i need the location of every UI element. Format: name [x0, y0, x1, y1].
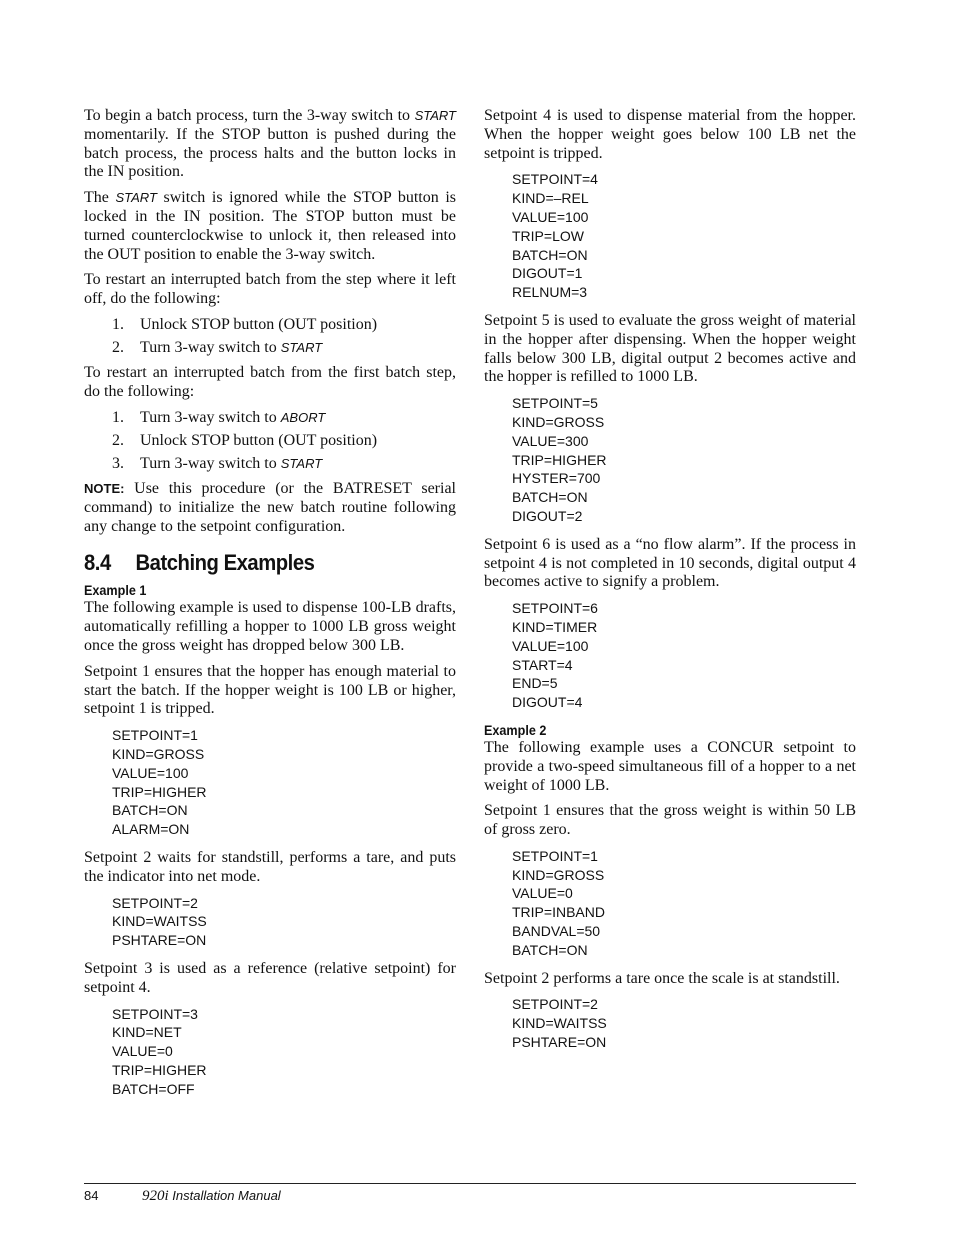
list-item: 1. Unlock STOP button (OUT position): [112, 315, 378, 333]
example-2-setpoint-1-description: Setpoint 1 ensures that the gross weight is within 50 LB of gross zero.: [484, 802, 856, 839]
text: Unlock STOP button (OUT position): [140, 431, 378, 449]
code-block-setpoint-1: [112, 726, 456, 839]
list-item: 2. Turn 3-way switch to START: [112, 339, 323, 357]
paragraph-begin-batch: [84, 107, 456, 182]
code-line: VALUE=0: [112, 1043, 173, 1060]
code-line: KIND=GROSS: [112, 746, 205, 763]
code-line: VALUE=0: [512, 885, 573, 902]
code-line: KIND=WAITSS: [112, 913, 207, 930]
section-title: Batching Examples: [135, 550, 315, 576]
text: To begin a batch process, turn the 3-way switch to: [84, 107, 415, 124]
text: The: [84, 189, 116, 207]
setpoint-5-description: Setpoint 5 is used to evaluate the gross weight of material in the hopper after dispensing. When the hopper weight falls below 300 LB, digital output 2 becomes active and the hopper is refilled to 1000 LB.: [484, 311, 856, 386]
example-2-heading: Example 2: [484, 721, 547, 738]
start-term: START: [115, 190, 157, 206]
setpoint-2-description: Setpoint 2 waits for standstill, performs a tare, and puts the indicator into net mode.: [84, 849, 456, 885]
code-line: VALUE=100: [512, 637, 589, 654]
footer-divider: [84, 1183, 856, 1184]
code-line: SETPOINT=6: [512, 600, 598, 617]
code-line: SETPOINT=4: [512, 171, 598, 188]
text: switch is ignored while the STOP button is locked in the IN position. The STOP button must be turned counterclockwise to unlock it, then released into the OUT position to enable the 3-way switch.: [84, 189, 456, 263]
code-line: DIGOUT=2: [512, 507, 583, 524]
paragraph-restart-left-off: To restart an interrupted batch from the step where it left off, do the following:: [84, 271, 456, 308]
example-2-setpoint-2-description: Setpoint 2 performs a tare once the scale is at standstill.: [484, 969, 840, 987]
code-line: KIND=GROSS: [512, 413, 605, 430]
code-line: HYSTER=700: [512, 470, 601, 487]
paragraph-start-ignored: [84, 189, 456, 264]
code-line: SETPOINT=2: [112, 894, 198, 911]
code-block-setpoint-6: [512, 599, 856, 712]
manual-title: Installation Manual: [168, 1188, 281, 1203]
list-text: [112, 455, 322, 472]
code-block-setpoint-4: [512, 170, 856, 302]
page-footer: [84, 1188, 281, 1205]
example-1-heading: Example 1: [84, 582, 147, 599]
code-line: KIND=WAITSS: [512, 1015, 607, 1032]
code-line: DIGOUT=1: [512, 265, 583, 282]
code-block-example-2-setpoint-2: [512, 995, 856, 1051]
code-line: DIGOUT=4: [512, 694, 583, 711]
code-line: KIND=TIMER: [512, 618, 598, 635]
code-line: VALUE=100: [512, 208, 589, 225]
code-line: PSHTARE=ON: [512, 1034, 607, 1051]
steps-list-2: [84, 409, 456, 474]
paragraph-restart-first-step: To restart an interrupted batch from the first batch step, do the following:: [84, 364, 456, 400]
code-line: START=4: [512, 656, 573, 673]
code-line: TRIP=HIGHER: [112, 783, 207, 800]
note-text: Use this procedure (or the BATRESET serial command) to initialize the new batch routine following any change to the setpoint configuration.: [84, 480, 456, 535]
section-number: 8.4: [84, 550, 111, 576]
start-term: START: [414, 108, 456, 123]
switch-term: START: [280, 340, 323, 356]
code-line: BATCH=OFF: [112, 1080, 195, 1097]
code-line: BATCH=ON: [512, 941, 588, 958]
code-line: TRIP=INBAND: [512, 904, 605, 921]
code-line: SETPOINT=3: [112, 1005, 198, 1022]
left-column: [84, 107, 456, 1109]
list-text: [112, 409, 325, 426]
code-line: SETPOINT=1: [112, 727, 198, 744]
code-line: SETPOINT=5: [512, 395, 598, 412]
setpoint-1-description: Setpoint 1 ensures that the hopper has enough material to start the batch. If the hopper weight is 100 LB or higher, setpoint 1 is tripped.: [84, 662, 456, 718]
code-line: TRIP=HIGHER: [512, 451, 607, 468]
setpoint-6-description: Setpoint 6 is used as a “no flow alarm”. If the process in setpoint 4 is not completed in 10 seconds, digital output 4 becomes active to signify a problem.: [484, 535, 856, 591]
text: Turn 3-way switch to: [140, 455, 281, 473]
code-line: TRIP=HIGHER: [112, 1061, 207, 1078]
list-item: 3. Turn 3-way switch to START: [112, 455, 323, 473]
list-item: 2. Unlock STOP button (OUT position): [112, 431, 378, 449]
code-line: END=5: [512, 675, 558, 692]
code-line: BATCH=ON: [512, 489, 588, 506]
code-line: SETPOINT=1: [512, 847, 598, 864]
note-label: NOTE:: [84, 481, 125, 497]
steps-list-1: [84, 316, 456, 358]
code-line: SETPOINT=2: [512, 996, 598, 1013]
list-text: [112, 339, 322, 356]
switch-term: START: [280, 456, 323, 472]
code-line: VALUE=300: [512, 432, 589, 449]
setpoint-3-description: Setpoint 3 is used as a reference (relative setpoint) for setpoint 4.: [84, 959, 456, 996]
note-paragraph: [84, 480, 456, 536]
code-line: BANDVAL=50: [512, 923, 601, 940]
example-1-intro: The following example is used to dispense 100-LB drafts, automatically refilling a hopper to 1000 LB gross weight once the gross weight has dropped below 300 LB.: [84, 599, 456, 655]
code-block-setpoint-2: [112, 894, 456, 950]
text: Turn 3-way switch to: [140, 408, 281, 426]
code-line: KIND=–REL: [512, 190, 589, 207]
code-line: TRIP=LOW: [512, 227, 584, 244]
list-item: 1. Turn 3-way switch to ABORT: [112, 408, 326, 426]
code-block-setpoint-5: [512, 394, 856, 526]
product-model: 920i: [142, 1188, 169, 1204]
page-number: 84: [84, 1188, 99, 1203]
code-line: ALARM=ON: [112, 821, 190, 838]
code-block-setpoint-3: [112, 1005, 456, 1099]
code-line: VALUE=100: [112, 764, 189, 781]
code-line: KIND=NET: [112, 1024, 182, 1041]
text: Unlock STOP button (OUT position): [140, 315, 378, 333]
code-line: RELNUM=3: [512, 284, 588, 301]
code-line: KIND=GROSS: [512, 866, 605, 883]
right-column: [484, 107, 856, 1062]
example-2-intro: The following example uses a CONCUR setpoint to provide a two-speed simultaneous fill of a hopper to a net weight of 1000 LB.: [484, 738, 856, 794]
list-text: [112, 432, 377, 449]
section-heading: [84, 550, 426, 576]
code-block-example-2-setpoint-1: [512, 847, 856, 960]
switch-term: ABORT: [280, 409, 326, 425]
code-line: PSHTARE=ON: [112, 932, 207, 949]
setpoint-4-description: Setpoint 4 is used to dispense material from the hopper. When the hopper weight goes below 100 LB net the setpoint is tripped.: [484, 107, 856, 162]
code-line: BATCH=ON: [112, 802, 188, 819]
list-text: [112, 316, 377, 333]
code-line: BATCH=ON: [512, 246, 588, 263]
text: momentarily. If the STOP button is pushed during the batch process, the process halts and the button locks in the IN position.: [84, 125, 456, 181]
text: Turn 3-way switch to: [140, 339, 281, 357]
